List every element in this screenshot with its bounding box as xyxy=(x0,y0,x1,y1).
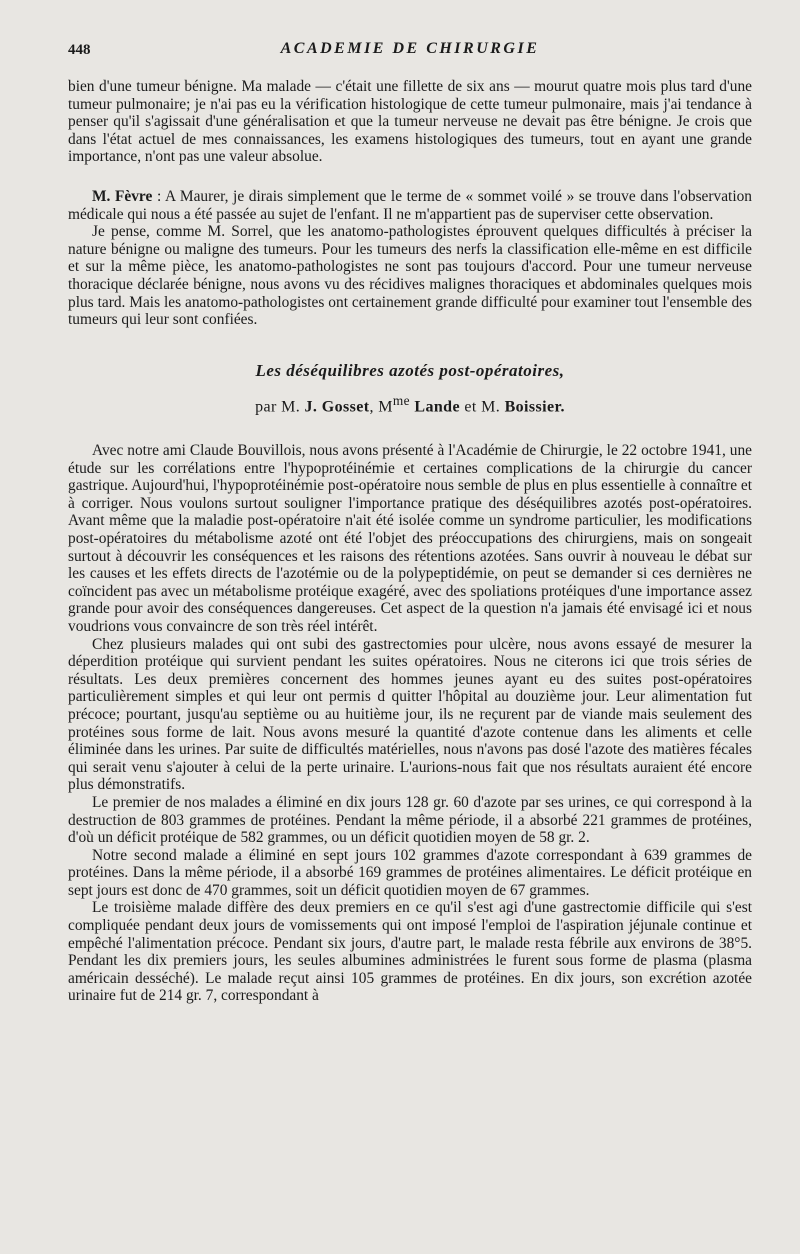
paragraph-introduction: Avec notre ami Claude Bouvillois, nous avons présenté à l'Académie de Chirurgie, le 22 octobre 1941, une étude sur les corrélations entre l'hypoprotéinémie et certaines complications de la chirurgie du cancer gastrique. Aujourd'hui, l'hypoprotéinémie post-opératoire nous semble de plus en plus essentielle à connaître et à corriger. Nous voulons surtout souligner l'importance pratique des déséquilibres azotés post-opératoires. Avant même que la maladie post-opératoire n'ait été isolée comme un syndrome particulier, les modifications post-opératoires du métabolisme azoté ont été l'objet des préoccupations des chirurgiens, mais on songeait surtout à découvrir les conséquences et les raisons des rétentions azotées. Sans ouvrir à nouveau le débat sur les causes et les effets directs de l'azotémie ou de la polypeptidémie, on peut se demander si ces dernières ne coïncident pas avec un métabolisme protéique exagéré, avec des spoliations protéiques d'une importance assez grande pour avoir des conséquences dangereuses. Cet aspect de la question n'a jamais été envisagé ici et nous voudrions vous convaincre de son très réel intérêt. xyxy=(68,442,752,635)
page-number: 448 xyxy=(68,42,91,58)
paragraph-sorrel-comment: Je pense, comme M. Sorrel, que les anatomo-pathologistes éprouvent quelques difficultés à préciser la nature bénigne ou maligne des tumeurs. Pour les tumeurs des nerfs la classification elle-même en est difficile et sur la même pièce, les anatomo-pathologistes ne sont pas toujours d'accord. Pour une tumeur nerveuse thoracique déclarée bénigne, nous avons vu des récidives malignes thoraciques et abdominales quelques mois plus tard. Mais les anatomo-pathologistes ont certainement grande difficulté pour examiner tout l'ensemble des tumeurs qui leur sont confiées. xyxy=(68,223,752,329)
paragraph-text: : A Maurer, je dirais simplement que le terme de « sommet voilé » se trouve dans l'observation médicale qui nous a été passée au sujet de l'enfant. Il ne m'appartient pas de superviser cette observation. xyxy=(68,187,752,223)
authors-prefix: par M. xyxy=(255,398,305,416)
author-lande: Lande xyxy=(410,398,460,416)
title-abbreviation: me xyxy=(392,392,410,408)
paragraph-patient-2: Notre second malade a éliminé en sept jours 102 grammes d'azote correspondant à 639 grammes de protéines. Dans la même période, il a absorbé 169 grammes de protéines alimentaires. Le déficit protéique en sept jours est donc de 470 grammes, soit un déficit quotidien moyen de 67 grammes. xyxy=(68,846,752,899)
authors-separator: et M. xyxy=(459,398,505,416)
paragraph-patient-3: Le troisième malade diffère des deux premiers en ce qu'il s'est agi d'une gastrectomie difficile qui s'est compliquée pendant deux jours de vomissements qui ont imposé l'emploi de l'aspiration jéjunale continue et empêché l'alimentation précoce. Pendant six jours, d'autre part, le malade resta fébrile aux environs de 38°5. Pendant les dix premiers jours, les seules albumines administrées le furent sous forme de plasma (plasma américain desséché). Le malade reçut ainsi 105 grammes de protéines. En dix jours, son excrétion azotée urinaire fut de 214 gr. 7, correspondant à xyxy=(68,899,752,1005)
author-boissier: Boissier. xyxy=(504,398,565,416)
article-authors xyxy=(68,393,752,416)
author-gosset: J. Gosset xyxy=(304,398,370,416)
article-title: Les déséquilibres azotés post-opératoires, xyxy=(255,360,565,380)
paragraph-fevre-reply xyxy=(68,188,752,223)
page-header xyxy=(68,36,752,66)
authors-separator: , M xyxy=(369,398,393,416)
paragraph-continuation: bien d'une tumeur bénigne. Ma malade — c'était une fillette de six ans — mourut quatre mois plus tard d'une tumeur pulmonaire; je n'ai pas eu la vérification histologique de cette tumeur pulmonaire, mais j'ai tendance à penser qu'il s'agissait d'une généralisation et que la tumeur nerveuse ne devait pas être bénigne. Je crois que dans l'état actuel de mes connaissances, les examens histologiques des tumeurs, tout en ayant une grande importance, n'ont pas une valeur absolue. xyxy=(68,78,752,166)
running-title: ACADEMIE DE CHIRURGIE xyxy=(280,40,540,57)
speaker-name: M. Fèvre xyxy=(92,187,153,205)
paragraph-patient-1: Le premier de nos malades a éliminé en dix jours 128 gr. 60 d'azote par ses urines, ce qui correspond à la destruction de 803 grammes de protéines. Pendant la même période, il a absorbé 221 grammes de protéines, d'où un déficit protéique de 582 grammes, ou un déficit quotidien moyen de 58 gr. 2. xyxy=(68,793,752,847)
paragraph-methods: Chez plusieurs malades qui ont subi des gastrectomies pour ulcère, nous avons essayé de mesurer la déperdition protéique qui survient pendant les suites opératoires. Nous ne citerons ici que trois séries de résultats. Les deux premières concernent des hommes jeunes ayant eu des suites post-opératoires particulièrement simples et qui leur ont permis d quitter l'hôpital au douzième jour. Leur alimentation fut précoce; pourtant, jusqu'au septième ou au huitième jour, ils ne reçurent par de viande mais seulement des protéines sous forme de lait. Nous avons mesuré la quantité d'azote contenue dans les aliments et celle éliminée dans les urines. Par suite de difficultés matérielles, nous n'avons pas dosé l'azote des matières fécales qui serait venu s'ajouter à celui de la perte urinaire. L'aurions-nous fait que nos résultats auraient été encore plus démonstratifs. xyxy=(68,635,752,794)
